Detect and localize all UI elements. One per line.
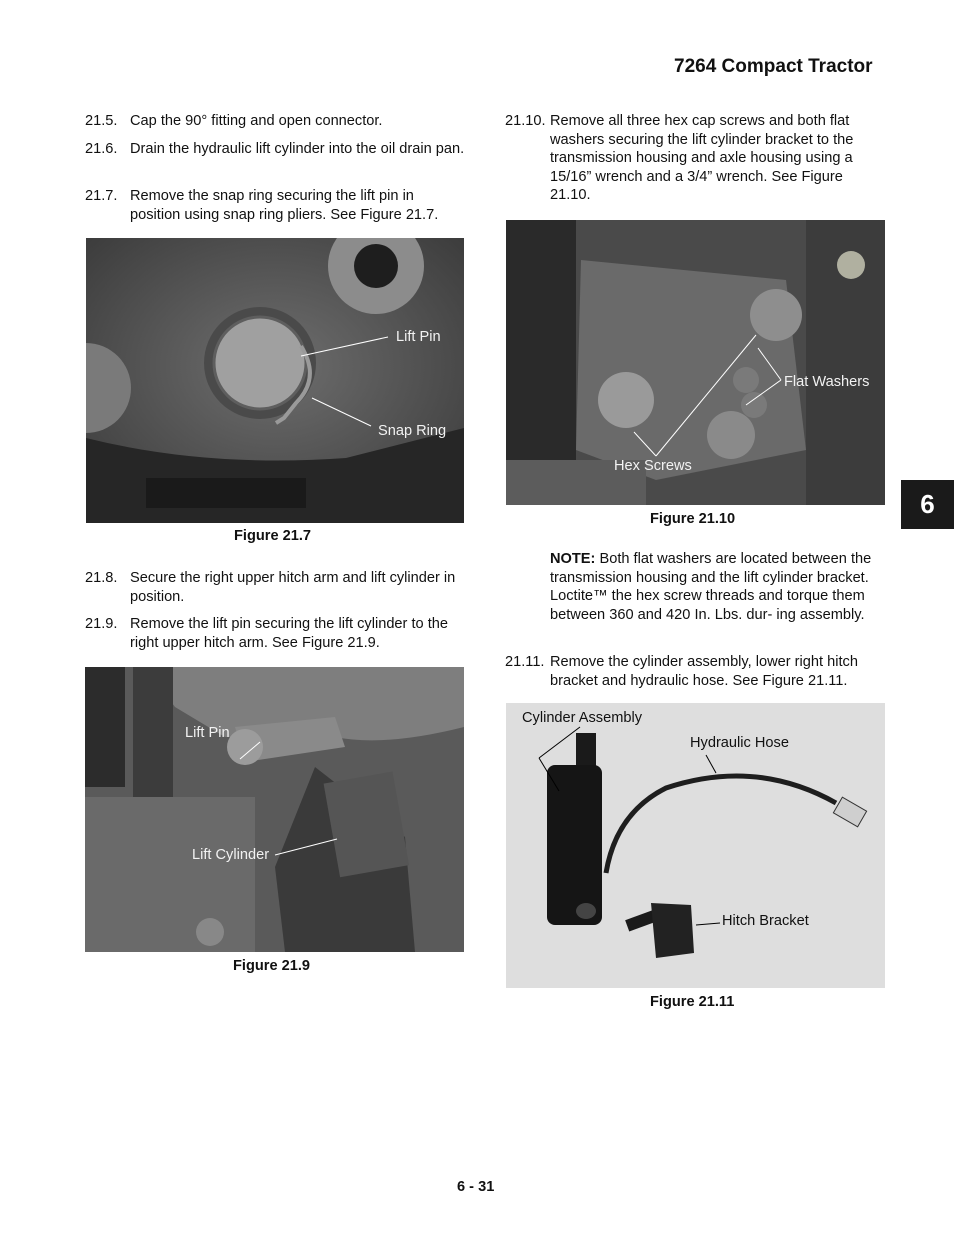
step-text: Remove the lift pin securing the lift cylinder to the right upper hitch arm. See Figure 21.9. [130,616,448,651]
note-block [550,550,885,645]
figure-caption: Figure 21.11 [650,994,735,1010]
step-21-5 [85,112,465,131]
step-21-8 [85,569,465,607]
step-21-11 [505,653,885,691]
callout-lift-pin: Lift Pin [396,329,441,345]
step-text: Remove all three hex cap screws and both flat washers securing the lift cylinder bracket to the transmission housing and axle housing using a 15/16” wrench and a 3/4” wrench. See Figure 21.10. [550,113,854,204]
step-21-10 [505,112,885,207]
callout-lift-pin: Lift Pin [185,725,230,741]
callout-hitch-bracket: Hitch Bracket [722,913,809,929]
note-text: Both flat washers are located between the transmission housing and the lift cylinder bracket. Loctite™ the hex screw threads and torque them between 360 and 420 In. Lbs. dur- ing assembly. [550,551,872,623]
callout-lift-cylinder: Lift Cylinder [192,847,270,863]
step-number: 21.7. [85,188,118,204]
step-21-6 [85,140,465,178]
step-text: Remove the snap ring securing the lift pin in position using snap ring pliers. See Figure 21.7. [130,188,439,223]
callout-hex-screws: Hex Screws [614,458,692,474]
step-number: 21.8. [85,570,118,586]
step-text: Drain the hydraulic lift cylinder into the oil drain pan. [130,141,465,157]
figure-21-11-photo [506,703,885,988]
figure-21-10-photo [506,220,885,505]
figure-caption: Figure 21.9 [233,958,311,974]
figure-21-9-photo [85,667,464,952]
figure-caption: Figure 21.10 [650,511,736,527]
page-title: 7264 Compact Tractor [674,56,873,77]
note-label: NOTE: [550,551,596,567]
callout-flat-washers: Flat Washers [784,374,870,390]
step-number: 21.5. [85,113,118,129]
step-text: Cap the 90° fitting and open connector. [130,113,383,129]
step-number: 21.9. [85,616,118,632]
step-text: Remove the cylinder assembly, lower right hitch bracket and hydraulic hose. See Figure 21.11. [550,654,858,689]
step-21-9 [85,615,465,653]
callout-snap-ring: Snap Ring [378,423,447,439]
step-number: 21.10. [505,113,546,129]
step-number: 21.11. [505,654,545,670]
callout-cylinder-assembly: Cylinder Assembly [522,710,643,726]
section-tab: 6 [901,480,954,529]
step-21-7 [85,187,465,225]
page-number: 6 - 31 [457,1179,495,1195]
step-text: Secure the right upper hitch arm and lift cylinder in position. [130,570,456,605]
figure-caption: Figure 21.7 [234,528,312,544]
callout-hydraulic-hose: Hydraulic Hose [690,735,789,751]
figure-21-7-photo [86,238,464,523]
step-number: 21.6. [85,141,118,157]
